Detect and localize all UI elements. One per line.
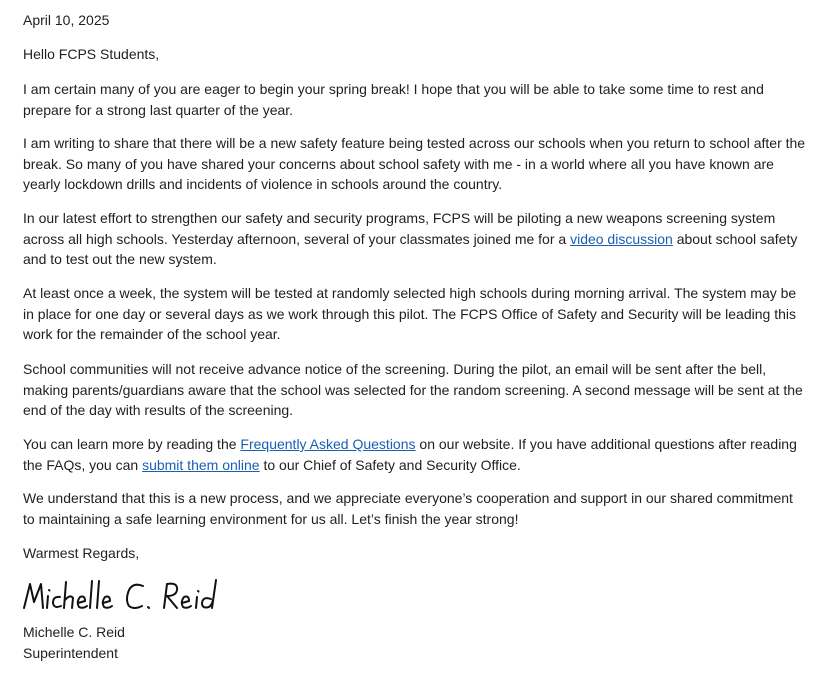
signer-name: Michelle C. Reid [23,624,125,640]
paragraph-safety-feature: I am writing to share that there will be a new safety feature being tested across our schools when you return to school after the break. So many of you have shared your concerns about school safety with me - in a world where all you have known are yearly lockdown drills and incidents of violence in schools around the country. [23,135,806,192]
faq-link[interactable]: Frequently Asked Questions [240,436,416,452]
letter-greeting: Hello FCPS Students, [23,46,160,62]
signer-title: Superintendent [23,645,118,661]
p3-text-before: In our latest effort to strengthen our safety and security programs, FCPS will be piloting a new weapons screening system across all high schools. Yesterday afternoon, several of your classmates joined me for a [23,210,776,247]
letter-date: April 10, 2025 [23,12,110,28]
paragraph-testing-schedule: At least once a week, the system will be tested at randomly selected high schools during morning arrival. The system may be in place for one day or several days as we work through this pilot. The FCPS Office of Safety and Security will be leading this work for the remainder of the school year. [23,285,797,342]
p6-text-middle: on our website. If you have additional questions after reading the FAQs, you can [23,436,797,473]
paragraph-weapons-screening [23,208,808,270]
paragraph-spring-break: I am certain many of you are eager to begin your spring break! I hope that you will be able to take some time to rest and prepare for a strong last quarter of the year. [23,81,764,118]
letter-closing: Warmest Regards, [23,545,140,561]
submit-online-link[interactable]: submit them online [142,456,260,473]
paragraph-notice: School communities will not receive advance notice of the screening. During the pilot, an email will be sent after the bell, making parents/guardians aware that the school was selected for the random screening. A second message will be sent at the end of the day with results of the screening. [23,361,803,418]
handwritten-signature [21,576,221,619]
paragraph-faq [23,434,808,475]
p6-text-before: You can learn more by reading the [23,436,241,452]
video-discussion-link[interactable]: video discussion [570,230,673,247]
p3-text-after: about school safety and to test out the new system. [23,230,798,267]
p6-text-after: to our Chief of Safety and Security Office. [259,456,521,473]
paragraph-closing-thoughts: We understand that this is a new process, and we appreciate everyone’s cooperation and support in our shared commitment to maintaining a safe learning environment for us all. Let’s finish the year strong! [23,490,793,527]
